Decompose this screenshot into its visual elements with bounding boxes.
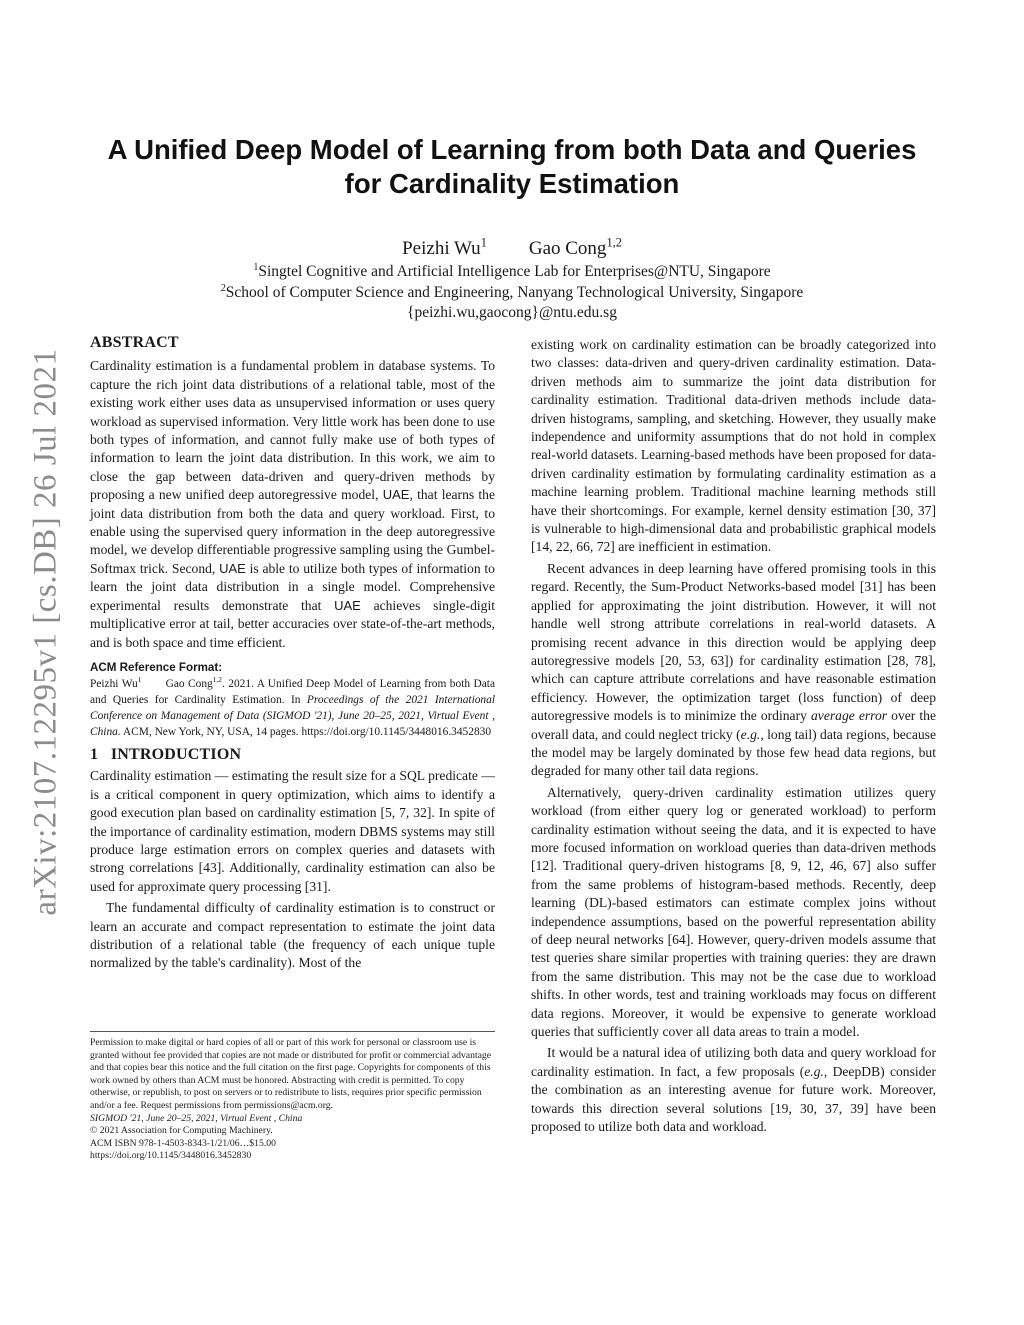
isbn-line: ACM ISBN 978-1-4503-8343-1/21/06…$15.00 <box>90 1137 276 1149</box>
ref-author: Gao Cong <box>165 677 213 690</box>
model-name: UAE <box>219 560 246 576</box>
title-line-1: A Unified Deep Model of Learning from both Data and Queries <box>107 134 917 165</box>
author-name: Gao Cong <box>528 238 607 259</box>
paper-title <box>60 133 964 201</box>
affiliation-text: School of Computer Science and Engineering, Nanyang Technological University, Singapore <box>225 284 804 301</box>
intro-heading: 1 INTRODUCTION <box>90 745 242 763</box>
permission-notice <box>90 1037 495 1163</box>
model-name: UAE <box>334 597 361 613</box>
author-sup: 1 <box>480 235 487 250</box>
abstract-body: Cardinality estimation is a fundamental problem in database systems. To capture the rich joint data distributions of a relational table, most of the existing work either uses data as unsupervised information or uses query workload as supervised information. Very little work has been done to use both types of information, and cannot fully make use of both types of information to learn the joint data distribution. In this work, we aim to close the gap between data-driven and query-driven methods by proposing a new unified deep autoregressive model, UAE, that learns the joint data distribution from both the data and query workload. First, to enable using the supervised query information in the deep autoregressive model, we develop differentiable progressive sampling using the Gumbel-Softmax trick. Second, UAE is able to utilize both types of information to learn the joint data distribution in a single model. Comprehensive experimental results demonstrate that UAE achieves single-digit multiplicative error at tail, better accuracies over state-of-the-art methods, and is both space and time efficient. <box>90 358 495 650</box>
ref-author: Peizhi Wu <box>90 677 138 690</box>
doi-line: https://doi.org/10.1145/3448016.3452830 <box>90 1150 252 1162</box>
copyright-line: © 2021 Association for Computing Machinery. <box>90 1125 273 1137</box>
author-sup: 1,2 <box>606 235 622 250</box>
permission-text: Permission to make digital or hard copies of all or part of this work for personal or classroom use is granted without fee provided that copies are not made or distributed for profit or commercial advantage and that copies bear this notice and the full citation on the first page. Copyrights for components of this work owned by others than ACM must be honored. Abstracting with credit is permitted. To copy otherwise, or republish, to post on servers or to redistribute to lists, requires prior specific permission and/or a fee. Request permissions from permissions@acm.org. <box>90 1037 492 1111</box>
intro-paragraph-2: The fundamental difficulty of cardinality estimation is to construct or learn an accurate and compact representation to estimate the joint data distribution of a relational table (the frequency of each unique tuple normalized by the table's cardinality). Most of the <box>90 900 495 971</box>
author-list <box>0 235 1024 260</box>
intro-paragraph-1: Cardinality estimation — estimating the result size for a SQL predicate — is a critical component in query optimization, which aims to identify a good execution plan based on cardinality estimation [5, 7, 32]. In spite of the importance of cardinality estimation, modern DBMS systems may still produce large estimation errors on complex queries and datasets with strong correlations [43]. Additionally, cardinality estimation can also be used for approximate query processing [31]. <box>90 768 495 894</box>
affiliation-2 <box>0 283 1024 303</box>
right-paragraph-3: Alternatively, query-driven cardinality estimation utilizes query workload (from either query log or generated workload) to perform cardinality estimation without seeing the data, and it is expected to have more focused information on workload queries than data-driven methods [12]. Traditional query-driven histograms [8, 9, 12, 46, 67] also suffer from the same problems of histogram-based methods. Recently, deep learning (DL)-based estimators can estimate complex joins without independence assumptions, based on the powerful representation ability of deep neural networks [64]. However, query-driven models assume that test queries share similar properties with training queries: they are drawn from the same distribution. This may not be the case due to workload shifts. In other words, test and training workloads may focus on different data regions. Moreover, it would be expensive to generate workload queries that sufficiently cover all data areas to train a model. <box>531 784 936 1040</box>
ref-venue: Proceedings of the 2021 International Conference on Management of Data (SIGMOD '21), June 20–25, 2021, Virtual Event , China. <box>90 693 495 738</box>
abstract-heading: ABSTRACT <box>90 334 179 351</box>
author-email: {peizhi.wu,gaocong}@ntu.edu.sg <box>407 304 617 321</box>
footnote-rule <box>90 1031 495 1032</box>
affiliation-sup: 1 <box>253 261 259 273</box>
left-column <box>90 334 495 973</box>
arxiv-stamp: arXiv:2107.12295v1 [cs.DB] 26 Jul 2021 <box>27 348 64 916</box>
author-name: Peizhi Wu <box>402 238 481 259</box>
model-name: UAE <box>382 487 410 503</box>
right-column <box>531 336 936 1136</box>
conference-line: SIGMOD '21, June 20–25, 2021, Virtual Event , China <box>90 1112 303 1124</box>
title-line-2: for Cardinality Estimation <box>344 168 680 199</box>
acm-reference-heading: ACM Reference Format: <box>90 660 223 674</box>
affiliation-text: Singtel Cognitive and Artificial Intelligence Lab for Enterprises@NTU, Singapore <box>258 263 771 280</box>
affiliation-1 <box>0 262 1024 282</box>
right-paragraph-2: Recent advances in deep learning have offered promising tools in this regard. Recently, the Sum-Product Networks-based model [31] has been applied for approximating the joint distribution. However, it will not handle well strong attribute correlations in real-world datasets. A promising recent advance in this direction would be applying deep autoregressive models [20, 53, 63]) for cardinality estimation [28, 78], which can capture attribute correlations and have reasonable estimation efficiency. However, the optimization target (loss function) of deep autoregressive models is to minimize the ordinary average error over the overall data, and could neglect tricky (e.g., long tail) data regions, because the model may be largely dominated by those few head data regions, but degraded for many other tail data regions. <box>531 560 936 779</box>
acm-reference: ACM Reference Format: Peizhi Wu$^1$ Gao Cong$^{1,2}$. 2021. A Unified Deep Model of Learning from both Data and Queries for Cardinality Estimation. In Proceedings of the 2021 International Conference on Management of Data (SIGMOD '21), June 20–25, 2021, Virtual Event , China. ACM, New York, NY, USA, 14 pages. https://doi.org/10.1145/3448016.3452830 <box>90 660 496 738</box>
affiliation-sup: 2 <box>220 282 226 294</box>
right-paragraph-1: existing work on cardinality estimation can be broadly categorized into two classes: data-driven and query-driven cardinality estimation. Data-driven methods aim to summarize the joint data distribution for cardinality estimation. Traditional data-driven methods include data-driven histograms, sampling, and sketching. However, they usually make independence and uniformity assumptions that do not hold in complex real-world datasets. Learning-based methods have been proposed for data-driven cardinality estimation by formulating cardinality estimation as a machine learning problem. Traditional machine learning methods still have their shortcomings. For example, kernel density estimation [30, 37] is vulnerable to high-dimensional data and probabilistic graphical models [14, 22, 66, 72] are inefficient in estimation. <box>531 337 937 555</box>
right-paragraph-4: It would be a natural idea of utilizing both data and query workload for cardinality estimation. In fact, a few proposals (e.g., DeepDB) consider the combination as an interesting avenue for future work. Moreover, towards this direction several solutions [19, 30, 37, 39] have been proposed to utilize both data and workload. <box>531 1045 936 1135</box>
